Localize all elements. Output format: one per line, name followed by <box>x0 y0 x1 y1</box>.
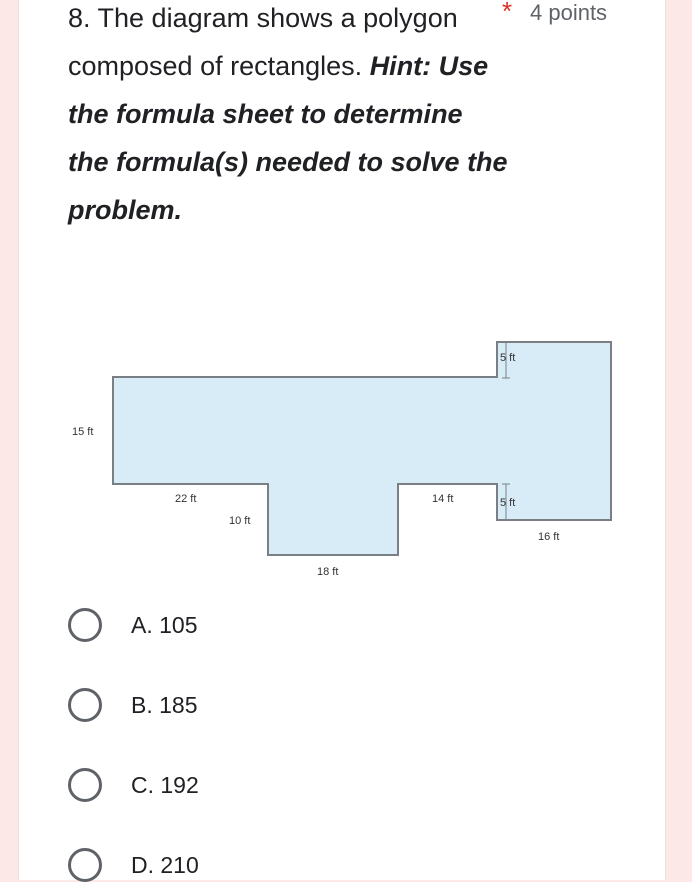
label-top-notch: 5 ft <box>500 352 516 364</box>
label-left-height: 15 ft <box>72 426 94 438</box>
label-stem-side: 10 ft <box>229 515 251 527</box>
radio-button[interactable] <box>68 848 102 882</box>
radio-button[interactable] <box>68 768 102 802</box>
option-b[interactable] <box>68 688 198 722</box>
radio-button[interactable] <box>68 608 102 642</box>
option-label: A. 105 <box>131 611 198 638</box>
question-stem: 8. The diagram shows a polygon composed of rectangles. <box>68 3 458 81</box>
option-label: B. 185 <box>131 691 198 718</box>
points-label: 4 points <box>530 0 608 25</box>
option-label: C. 192 <box>131 771 199 798</box>
option-d[interactable] <box>68 848 199 882</box>
option-c[interactable] <box>68 768 199 802</box>
label-right-bottom-left: 14 ft <box>432 493 454 505</box>
radio-button[interactable] <box>68 688 102 722</box>
label-left-bottom: 22 ft <box>175 493 197 505</box>
composite-polygon <box>113 342 611 555</box>
label-bottom-notch: 5 ft <box>500 497 516 509</box>
required-asterisk: * <box>502 0 513 26</box>
option-a[interactable] <box>68 608 198 642</box>
label-right-bottom: 16 ft <box>538 531 560 543</box>
label-stem-bottom: 18 ft <box>317 566 339 578</box>
option-label: D. 210 <box>131 851 199 878</box>
question-hint: Hint: Use the formula sheet to determine the formula(s) needed to solve the problem. <box>68 51 508 225</box>
